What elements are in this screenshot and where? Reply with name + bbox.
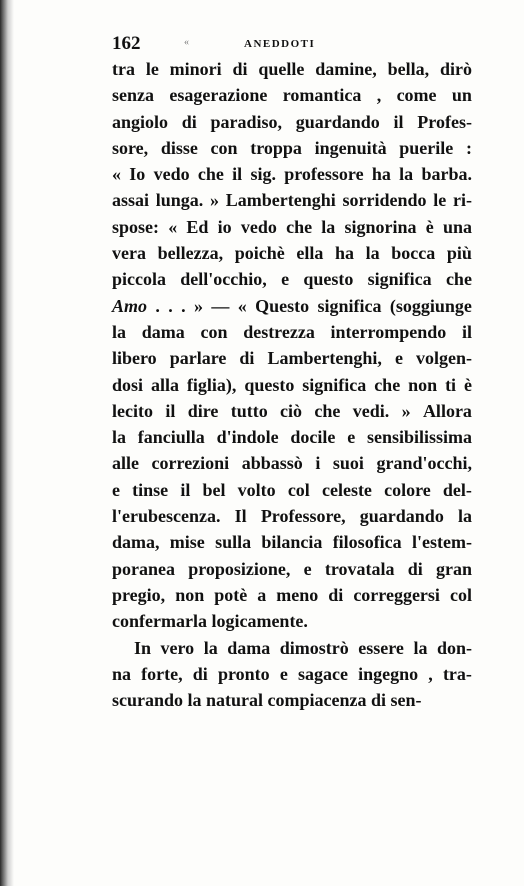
word: dirò <box>439 59 472 79</box>
text-line <box>112 293 472 319</box>
word: paradiso, <box>210 111 283 132</box>
word: Lambertenghi, <box>267 348 382 369</box>
word: ti <box>445 374 457 395</box>
word: vera <box>112 243 146 264</box>
word: vedi. <box>352 400 390 421</box>
word: che <box>445 269 472 290</box>
word: Io <box>129 164 146 185</box>
word: col <box>449 584 472 605</box>
text-line <box>112 319 472 345</box>
word: bellezza, <box>157 243 224 264</box>
text-line <box>112 187 472 213</box>
body-text <box>112 56 472 713</box>
word: il <box>232 164 243 185</box>
text-line <box>112 82 472 108</box>
word: la <box>112 321 127 342</box>
word: ciò <box>280 400 303 421</box>
word: » <box>194 295 204 316</box>
word: angiolo <box>112 111 169 132</box>
text-line <box>112 214 472 240</box>
word: mise <box>169 532 205 553</box>
word: sensibilissima <box>366 427 472 448</box>
word: ingegno <box>358 663 419 684</box>
word: tutto <box>230 400 268 421</box>
word: colore <box>384 479 431 500</box>
word: la <box>365 243 380 264</box>
text-line <box>112 582 472 608</box>
word: che <box>286 216 313 237</box>
word: sig. <box>250 164 276 185</box>
word: questo <box>244 374 295 395</box>
word: di <box>232 59 248 79</box>
word: di <box>407 558 423 579</box>
word: Lambertenghi <box>225 190 336 211</box>
word: le <box>145 59 159 79</box>
word: e <box>281 269 290 290</box>
word: alla <box>150 374 179 395</box>
word: è <box>425 216 434 237</box>
text-line <box>112 372 472 398</box>
word: disse <box>160 137 198 158</box>
word: troppa <box>250 137 302 158</box>
word: « <box>112 164 121 185</box>
word: , <box>428 663 433 684</box>
word: pronto <box>217 663 270 684</box>
word: ingenuità <box>314 137 387 158</box>
text-line <box>112 266 472 292</box>
word: libero <box>112 348 157 369</box>
word: volto <box>237 479 276 500</box>
word: : <box>465 137 472 158</box>
word: lecito <box>112 400 153 421</box>
word: bilancia <box>261 532 323 553</box>
word: suoi <box>332 453 364 474</box>
word: ha <box>334 243 354 264</box>
word: Amo <box>112 295 148 316</box>
word: guardando <box>359 506 444 527</box>
text-line <box>112 477 472 503</box>
word: bella, <box>387 59 430 79</box>
word: meno <box>276 584 319 605</box>
word: essere <box>358 637 404 658</box>
word: del- <box>442 479 472 500</box>
word: docile <box>290 427 336 448</box>
word: questo <box>303 269 354 290</box>
word: con <box>200 321 228 342</box>
word: tra <box>112 59 135 79</box>
word: la <box>203 637 218 658</box>
word: non <box>175 584 205 605</box>
text-line <box>112 687 472 713</box>
word: , <box>376 85 382 106</box>
word: e <box>112 479 120 500</box>
word: il <box>461 321 472 342</box>
text-line <box>112 529 472 555</box>
word: fanciulla <box>137 427 205 448</box>
word: filosofica <box>332 532 402 553</box>
word: . <box>168 295 173 316</box>
word: alle <box>112 453 139 474</box>
word: sulla <box>215 532 252 553</box>
text-line <box>112 608 472 634</box>
word: . <box>155 295 160 316</box>
text-line <box>112 56 472 82</box>
word: col <box>287 479 310 500</box>
word: quelle <box>258 59 305 79</box>
word: di <box>192 663 208 684</box>
text-line <box>112 240 472 266</box>
word: romantica <box>282 85 362 106</box>
word: gran <box>435 558 472 579</box>
word: il <box>165 400 176 421</box>
word: il <box>180 479 191 500</box>
word: esagerazione <box>169 85 268 106</box>
running-head: ANEDDOTI <box>244 38 316 50</box>
word: con <box>210 137 238 158</box>
word: guardando <box>295 111 380 132</box>
word: . <box>181 295 186 316</box>
word: significa <box>317 295 382 316</box>
word: dell'occhio, <box>180 269 267 290</box>
word: bocca <box>391 243 436 264</box>
word: le <box>433 190 447 211</box>
word: volgen- <box>416 348 472 369</box>
word: piccola <box>112 269 166 290</box>
word: In <box>134 637 152 658</box>
word: più <box>446 243 472 264</box>
text-line <box>112 398 472 424</box>
text-line <box>112 161 472 187</box>
word: signorina <box>344 216 417 237</box>
word: senza <box>112 85 154 106</box>
text-line <box>112 135 472 161</box>
word: di <box>181 111 197 132</box>
word: che <box>314 400 341 421</box>
word: dimostrò <box>279 637 349 658</box>
word: sore, <box>112 137 149 158</box>
word: » <box>401 400 411 421</box>
word: ri- <box>452 190 472 211</box>
word: di <box>328 584 344 605</box>
word: vero <box>160 637 195 658</box>
word: destrezza <box>243 321 315 342</box>
word: di <box>239 348 255 369</box>
word: bel <box>202 479 226 500</box>
word: e <box>347 427 356 448</box>
word: Professore, <box>260 506 346 527</box>
word: Ed <box>186 216 209 237</box>
word: proposizione, <box>188 558 291 579</box>
word: l'estem- <box>411 532 472 553</box>
word: tinse <box>132 479 169 500</box>
word: io <box>217 216 232 237</box>
word: significa <box>367 269 432 290</box>
word: dama <box>227 637 271 658</box>
word: Questo <box>255 295 310 316</box>
word: abbassò <box>241 453 303 474</box>
word: Allora <box>422 400 472 421</box>
word: professore <box>284 164 364 185</box>
word: la <box>112 427 127 448</box>
binding-shadow <box>0 0 14 886</box>
word: poichè <box>234 243 285 264</box>
word: sagace <box>297 663 348 684</box>
word: parlare <box>169 348 227 369</box>
word: ella <box>296 243 324 264</box>
word: lunga. <box>155 190 204 211</box>
word: e <box>279 663 288 684</box>
word: trovatala <box>324 558 395 579</box>
word: minori <box>169 59 222 79</box>
word: potè <box>214 584 248 605</box>
word: poranea <box>112 558 175 579</box>
text-line <box>112 661 472 687</box>
word: celeste <box>321 479 372 500</box>
word: l'erubescenza. <box>112 506 221 527</box>
word: interrompendo <box>330 321 447 342</box>
word: d'indole <box>216 427 279 448</box>
word: barba. <box>421 164 472 185</box>
text-line-content: confermarla logicamente. <box>112 611 308 632</box>
text-line <box>112 345 472 371</box>
word: la <box>399 164 414 185</box>
word: ha <box>371 164 391 185</box>
word: « <box>237 295 247 316</box>
word: assai <box>112 190 150 211</box>
text-line-content: scurando la natural compiacenza di sen- <box>112 690 422 711</box>
word: » <box>210 190 220 211</box>
word: vedo <box>153 164 190 185</box>
word: dama <box>141 321 185 342</box>
word: che <box>197 164 224 185</box>
text-line <box>112 450 472 476</box>
word: vedo <box>240 216 277 237</box>
word: come <box>396 85 437 106</box>
word: sorridendo <box>342 190 427 211</box>
word: a <box>257 584 267 605</box>
page-header <box>112 33 472 53</box>
word: significa <box>302 374 367 395</box>
word: il <box>393 111 404 132</box>
word: don- <box>436 637 472 658</box>
page-number: 162 <box>112 33 141 54</box>
word: non <box>408 374 438 395</box>
word: dire <box>187 400 219 421</box>
word: è <box>463 374 472 395</box>
word: figlia), <box>186 374 237 395</box>
word: tra- <box>442 663 472 684</box>
text-line <box>112 503 472 529</box>
word: damine, <box>315 59 377 79</box>
word: forte, <box>141 663 183 684</box>
word: un <box>451 85 472 106</box>
word: la <box>413 637 428 658</box>
word: dosi <box>112 374 144 395</box>
text-line <box>112 556 472 582</box>
word: grand'occhi, <box>376 453 472 474</box>
word: (soggiunge <box>389 295 472 316</box>
word: pregio, <box>112 584 166 605</box>
text-line <box>112 635 472 661</box>
word: puerile <box>399 137 454 158</box>
word: che <box>374 374 401 395</box>
word: la <box>321 216 336 237</box>
word: i <box>315 453 321 474</box>
word: dama, <box>112 532 160 553</box>
text-line <box>112 109 472 135</box>
word: — <box>211 295 230 316</box>
word: « <box>168 216 178 237</box>
word: spose: <box>112 216 160 237</box>
word: Il <box>234 506 247 527</box>
word: e <box>394 348 403 369</box>
word: correggersi <box>353 584 440 605</box>
word: Profes- <box>417 111 472 132</box>
header-ornament-left: « <box>184 37 189 48</box>
word: la <box>457 506 472 527</box>
word: una <box>442 216 472 237</box>
word: e <box>303 558 312 579</box>
text-line <box>112 424 472 450</box>
word: correzioni <box>151 453 230 474</box>
word: na <box>112 663 132 684</box>
